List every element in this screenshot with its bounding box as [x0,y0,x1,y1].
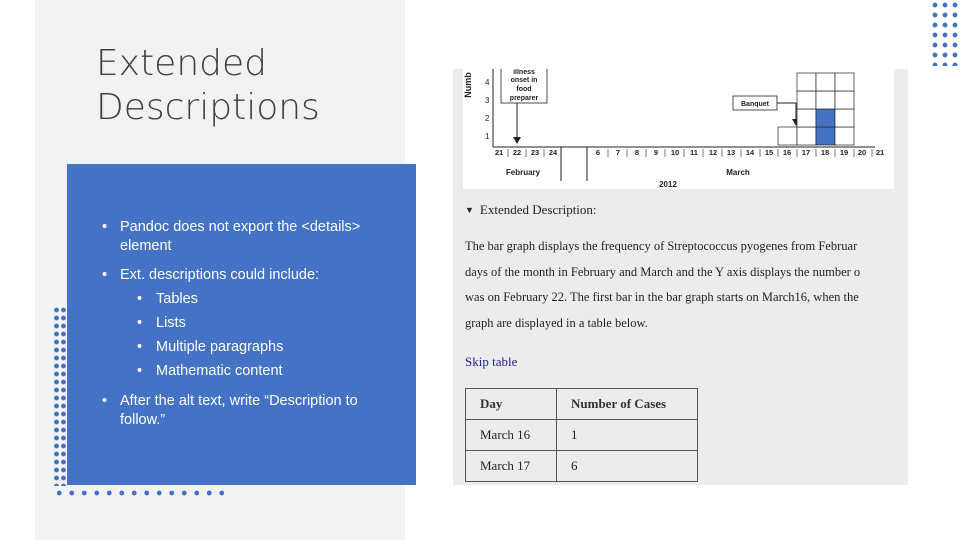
x-tick-label: 16 [782,148,792,157]
x-tick-label: 23 [530,148,540,157]
paragraph-line: graph are displayed in a table below. [465,315,648,330]
disclosure-triangle-icon: ▼ [465,205,474,215]
paragraph-line: days of the month in February and March and the Y axis displays the number o [465,264,861,279]
sub-bullet-item: • Mathematic content [156,362,400,381]
x-tick-label: 24 [548,148,558,157]
x-tick-label: 19 [839,148,849,157]
sub-bullet-item: • Multiple paragraphs [156,338,400,357]
table-row [466,451,698,482]
x-tick-label: 12 [708,148,718,157]
table-header-row [466,389,698,420]
y-tick-label: 1 [485,132,490,141]
sub-bullet-list [100,290,400,381]
bullet-item: • Ext. descriptions could include: [100,266,400,285]
epidemic-curve-chart [463,69,894,189]
details-summary[interactable] [465,202,597,218]
sub-bullet-item: • Lists [156,314,400,333]
bullet-list [100,218,400,430]
x-tick-label: 17 [801,148,811,157]
x-tick-label: 6 [595,148,601,157]
table-cell: 1 [557,420,698,451]
arrow-icon [513,137,521,144]
table-cell: March 16 [466,420,557,451]
x-tick-label: 13 [726,148,736,157]
annotation-text: Banquet [741,101,769,108]
x-tick-label: 20 [857,148,867,157]
x-tick-label: 22 [512,148,522,157]
table-header-cell: Number of Cases [557,389,698,420]
bullet-item: • After the alt text, write “Description to follow.” [100,392,400,430]
x-tick-label: 15 [764,148,774,157]
annotation-text: food [516,86,532,93]
table-cell: March 17 [466,451,557,482]
decorative-dot-grid [53,306,67,486]
bullet-item: • Pandoc does not export the <details> element [100,218,400,256]
skip-table-link[interactable]: Skip table [465,354,518,369]
document-screenshot [453,69,908,485]
table-row [466,420,698,451]
sub-bullet-item: • Tables [156,290,400,309]
x-month-label: February [505,168,541,177]
cases-table [465,388,698,482]
x-month-label: March [726,168,750,177]
annotation-text: onset in [510,77,538,84]
y-axis-label: Numb [463,72,473,98]
x-tick-label: 7 [615,148,621,157]
table-header-cell: Day [466,389,557,420]
x-tick-label: 14 [745,148,755,157]
x-tick-label: 21 [494,148,504,157]
y-tick-label: 4 [485,78,490,87]
table-cell: 6 [557,451,698,482]
details-summary-label: Extended Description: [479,202,597,217]
decorative-dot-row [53,488,228,498]
x-tick-label: 10 [670,148,680,157]
y-tick-label: 3 [485,96,490,105]
x-year-label: 2012 [659,180,677,189]
y-tick-label: 2 [485,114,490,123]
x-tick-label: 9 [653,148,659,157]
slide-title: Extended Descriptions [96,43,320,128]
x-tick-label: 11 [690,148,698,157]
paragraph-line: was on February 22. The first bar in the bar graph starts on March16, when the [465,290,859,304]
x-tick-label: 21 [875,148,885,157]
decorative-dot-grid [930,0,960,66]
x-tick-label: 18 [820,148,830,157]
annotation-text: preparer [509,95,539,102]
extended-description-paragraph [465,234,908,336]
paragraph-line: The bar graph displays the frequency of Streptococcus pyogenes from Februar [465,239,858,253]
annotation-text: illness [513,69,535,76]
x-tick-label: 8 [634,148,640,157]
